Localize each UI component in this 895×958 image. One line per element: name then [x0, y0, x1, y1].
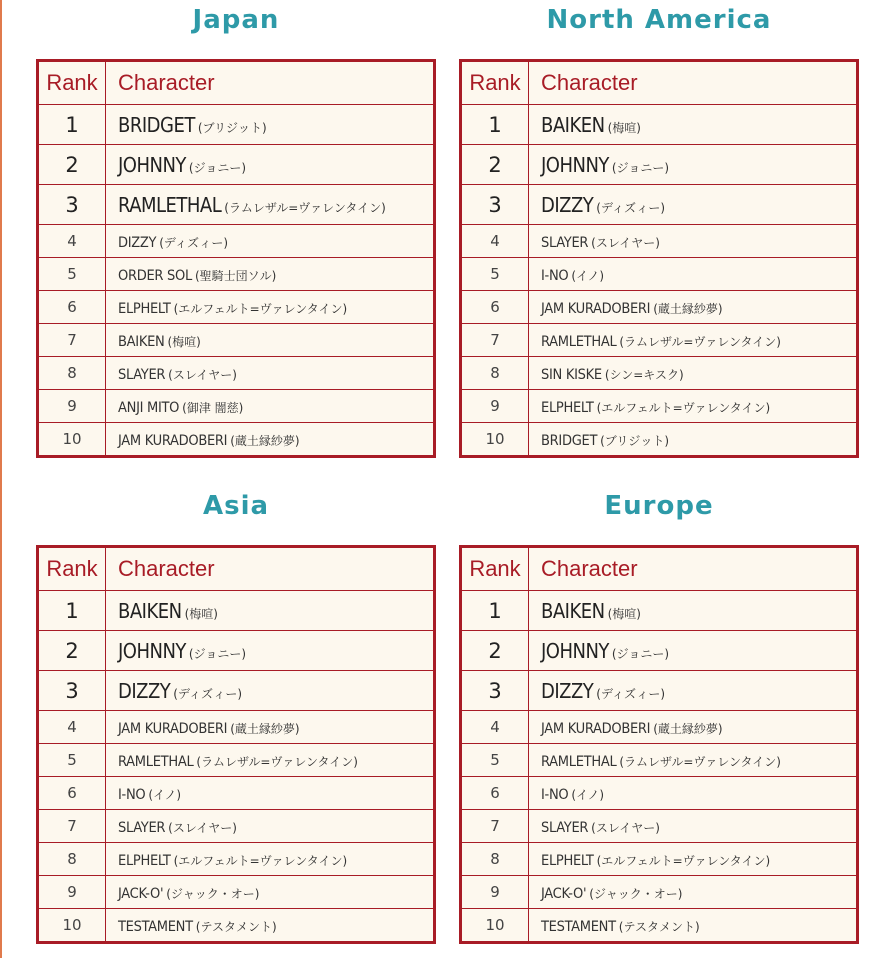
character-japanese-name: (梅喧): [607, 120, 641, 135]
rank-cell: 9: [461, 390, 529, 423]
character-japanese-name: (梅喧): [184, 606, 218, 621]
ranking-table-europe: [459, 545, 859, 944]
table-row: [461, 843, 858, 876]
table-row: [461, 291, 858, 324]
character-cell: [106, 777, 435, 810]
character-japanese-name: (聖騎士団ソル): [194, 268, 277, 283]
character-name: SLAYER: [541, 234, 589, 251]
character-cell: [106, 810, 435, 843]
character-cell: [106, 357, 435, 390]
character-japanese-name: (スレイヤー): [591, 820, 660, 835]
rank-cell: 1: [38, 591, 106, 631]
table-row: [461, 744, 858, 777]
table-row: [38, 258, 435, 291]
ranking-table-japan: [36, 59, 436, 458]
character-name: ELPHELT: [541, 399, 594, 416]
character-name: SIN KISKE: [541, 366, 602, 383]
table-row: [461, 591, 858, 631]
character-japanese-name: (エルフェルト=ヴァレンタイン): [596, 853, 771, 868]
character-cell: [106, 744, 435, 777]
rank-cell: 8: [461, 843, 529, 876]
character-japanese-name: (ジョニー): [188, 160, 247, 175]
character-cell: [106, 711, 435, 744]
character-cell: [529, 185, 858, 225]
table-row: [461, 711, 858, 744]
character-name: TESTAMENT: [118, 918, 193, 935]
character-japanese-name: (ディズィー): [159, 235, 228, 250]
character-name: JOHNNY: [541, 152, 609, 177]
character-japanese-name: (エルフェルト=ヴァレンタイン): [173, 853, 348, 868]
rank-cell: 2: [38, 145, 106, 185]
character-name: I-NO: [541, 267, 569, 284]
character-name: BAIKEN: [541, 112, 605, 137]
rank-cell: 4: [38, 225, 106, 258]
rank-cell: 6: [461, 291, 529, 324]
table-row: [461, 423, 858, 457]
character-japanese-name: (梅喧): [607, 606, 641, 621]
table-row: [38, 185, 435, 225]
character-name: SLAYER: [118, 819, 166, 836]
table-row: [38, 671, 435, 711]
character-cell: [106, 631, 435, 671]
character-name: JOHNNY: [541, 638, 609, 663]
character-japanese-name: (スレイヤー): [168, 820, 237, 835]
character-cell: [106, 258, 435, 291]
character-japanese-name: (シン=キスク): [604, 367, 684, 382]
character-name: DIZZY: [118, 678, 171, 703]
character-japanese-name: (ジョニー): [188, 646, 247, 661]
character-japanese-name: (蔵土縁紗夢): [230, 433, 300, 448]
table-header-row: [38, 61, 435, 105]
character-cell: [106, 591, 435, 631]
character-name: ELPHELT: [118, 852, 171, 869]
character-cell: [529, 357, 858, 390]
ranking-table-asia: [36, 545, 436, 944]
rank-cell: 6: [38, 777, 106, 810]
character-japanese-name: (ディズィー): [596, 686, 666, 701]
table-row: [461, 631, 858, 671]
character-cell: [106, 876, 435, 909]
rank-cell: 8: [38, 843, 106, 876]
character-japanese-name: (エルフェルト=ヴァレンタイン): [596, 400, 771, 415]
rank-cell: 1: [461, 591, 529, 631]
character-cell: [529, 744, 858, 777]
rank-column-header: Rank: [461, 61, 529, 105]
rank-cell: 8: [461, 357, 529, 390]
character-japanese-name: (ブリジット): [600, 433, 670, 448]
character-cell: [529, 291, 858, 324]
character-name: DIZZY: [541, 192, 594, 217]
character-name: JAM KURADOBERI: [118, 720, 228, 737]
character-name: ORDER SOL: [118, 267, 192, 284]
character-name: JACK-O': [118, 885, 164, 902]
rank-cell: 5: [461, 258, 529, 291]
character-japanese-name: (ディズィー): [596, 200, 666, 215]
character-japanese-name: (ジャック・オー): [589, 886, 683, 901]
rank-cell: 1: [38, 105, 106, 145]
table-row: [38, 631, 435, 671]
character-cell: [529, 843, 858, 876]
left-accent-stripe: [0, 0, 2, 958]
rank-cell: 2: [38, 631, 106, 671]
table-row: [38, 145, 435, 185]
character-name: I-NO: [541, 786, 569, 803]
character-name: JACK-O': [541, 885, 587, 902]
rank-cell: 4: [461, 711, 529, 744]
table-row: [38, 909, 435, 943]
table-row: [38, 357, 435, 390]
character-japanese-name: (スレイヤー): [168, 367, 237, 382]
rank-cell: 4: [461, 225, 529, 258]
character-japanese-name: (蔵土縁紗夢): [653, 301, 723, 316]
character-cell: [529, 324, 858, 357]
character-name: ELPHELT: [118, 300, 171, 317]
table-row: [461, 909, 858, 943]
character-name: BAIKEN: [118, 598, 182, 623]
rank-cell: 3: [461, 185, 529, 225]
character-japanese-name: (ラムレザル=ヴァレンタイン): [619, 754, 781, 769]
character-name: RAMLETHAL: [541, 753, 617, 770]
character-japanese-name: (ジョニー): [611, 646, 670, 661]
character-japanese-name: (イノ): [571, 787, 605, 802]
character-cell: [529, 631, 858, 671]
character-cell: [529, 711, 858, 744]
rank-cell: 7: [461, 324, 529, 357]
character-column-header: Character: [106, 547, 435, 591]
rank-cell: 7: [38, 324, 106, 357]
character-cell: [529, 810, 858, 843]
rank-cell: 5: [38, 258, 106, 291]
character-japanese-name: (蔵土縁紗夢): [653, 721, 723, 736]
character-japanese-name: (ラムレザル=ヴァレンタイン): [619, 334, 781, 349]
character-japanese-name: (エルフェルト=ヴァレンタイン): [173, 301, 348, 316]
table-header-row: [38, 547, 435, 591]
table-row: [38, 843, 435, 876]
character-name: BRIDGET: [118, 112, 195, 137]
character-cell: [106, 145, 435, 185]
character-japanese-name: (イノ): [148, 787, 182, 802]
character-japanese-name: (ジャック・オー): [166, 886, 260, 901]
region-title: Japan: [192, 5, 280, 35]
character-cell: [529, 423, 858, 457]
character-cell: [106, 390, 435, 423]
character-japanese-name: (テスタメント): [618, 919, 700, 934]
character-name: BRIDGET: [541, 432, 598, 449]
table-row: [38, 777, 435, 810]
character-name: RAMLETHAL: [118, 192, 222, 217]
table-header-row: [461, 61, 858, 105]
character-japanese-name: (ジョニー): [611, 160, 670, 175]
rank-column-header: Rank: [38, 61, 106, 105]
character-name: BAIKEN: [118, 333, 165, 350]
rank-column-header: Rank: [461, 547, 529, 591]
rank-cell: 1: [461, 105, 529, 145]
character-japanese-name: (御津 闇慈): [182, 400, 244, 415]
rank-cell: 10: [461, 423, 529, 457]
character-cell: [106, 843, 435, 876]
character-japanese-name: (ラムレザル=ヴァレンタイン): [196, 754, 358, 769]
rank-cell: 9: [38, 390, 106, 423]
character-column-header: Character: [529, 61, 858, 105]
rank-cell: 6: [461, 777, 529, 810]
character-name: BAIKEN: [541, 598, 605, 623]
character-japanese-name: (イノ): [571, 268, 605, 283]
rank-cell: 10: [38, 423, 106, 457]
character-cell: [529, 909, 858, 943]
character-japanese-name: (梅喧): [167, 334, 201, 349]
character-name: ANJI MITO: [118, 399, 180, 416]
character-cell: [106, 291, 435, 324]
table-row: [461, 671, 858, 711]
character-name: JAM KURADOBERI: [118, 432, 228, 449]
character-cell: [106, 909, 435, 943]
table-row: [461, 777, 858, 810]
table-row: [38, 324, 435, 357]
character-name: SLAYER: [118, 366, 166, 383]
character-name: TESTAMENT: [541, 918, 616, 935]
table-row: [461, 225, 858, 258]
table-row: [38, 291, 435, 324]
table-row: [38, 105, 435, 145]
character-cell: [106, 225, 435, 258]
character-name: DIZZY: [541, 678, 594, 703]
character-cell: [529, 876, 858, 909]
table-row: [38, 810, 435, 843]
rank-cell: 7: [461, 810, 529, 843]
character-japanese-name: (ディズィー): [173, 686, 243, 701]
character-cell: [529, 145, 858, 185]
character-cell: [106, 671, 435, 711]
character-cell: [106, 324, 435, 357]
table-row: [461, 390, 858, 423]
character-cell: [529, 591, 858, 631]
rank-cell: 5: [461, 744, 529, 777]
character-name: DIZZY: [118, 234, 157, 251]
table-row: [38, 390, 435, 423]
character-name: SLAYER: [541, 819, 589, 836]
character-japanese-name: (蔵土縁紗夢): [230, 721, 300, 736]
rank-cell: 9: [461, 876, 529, 909]
character-cell: [529, 671, 858, 711]
rank-cell: 6: [38, 291, 106, 324]
table-row: [38, 711, 435, 744]
rank-cell: 3: [38, 185, 106, 225]
character-japanese-name: (スレイヤー): [591, 235, 660, 250]
table-row: [461, 258, 858, 291]
character-name: JAM KURADOBERI: [541, 720, 651, 737]
table-row: [461, 185, 858, 225]
region-title: North America: [546, 5, 772, 35]
character-cell: [529, 777, 858, 810]
character-cell: [529, 225, 858, 258]
table-row: [38, 225, 435, 258]
character-cell: [106, 185, 435, 225]
character-cell: [529, 390, 858, 423]
character-cell: [529, 258, 858, 291]
rank-cell: 10: [461, 909, 529, 943]
character-name: JOHNNY: [118, 638, 186, 663]
character-cell: [529, 105, 858, 145]
rank-cell: 3: [38, 671, 106, 711]
table-row: [38, 423, 435, 457]
rank-column-header: Rank: [38, 547, 106, 591]
table-row: [461, 810, 858, 843]
character-name: JAM KURADOBERI: [541, 300, 651, 317]
character-name: I-NO: [118, 786, 146, 803]
character-cell: [106, 105, 435, 145]
character-column-header: Character: [529, 547, 858, 591]
character-name: JOHNNY: [118, 152, 186, 177]
table-row: [38, 876, 435, 909]
region-title: Asia: [202, 491, 270, 521]
table-row: [461, 876, 858, 909]
character-cell: [106, 423, 435, 457]
table-row: [461, 324, 858, 357]
rank-cell: 8: [38, 357, 106, 390]
table-row: [461, 357, 858, 390]
character-column-header: Character: [106, 61, 435, 105]
character-japanese-name: (ラムレザル=ヴァレンタイン): [224, 200, 386, 215]
character-name: RAMLETHAL: [541, 333, 617, 350]
table-row: [38, 591, 435, 631]
ranking-table-north-america: [459, 59, 859, 458]
region-title: Europe: [604, 491, 714, 521]
rank-cell: 2: [461, 145, 529, 185]
rank-cell: 2: [461, 631, 529, 671]
rank-cell: 7: [38, 810, 106, 843]
rank-cell: 10: [38, 909, 106, 943]
character-japanese-name: (テスタメント): [195, 919, 277, 934]
rank-cell: 9: [38, 876, 106, 909]
rank-cell: 3: [461, 671, 529, 711]
table-row: [461, 145, 858, 185]
character-name: ELPHELT: [541, 852, 594, 869]
rank-cell: 4: [38, 711, 106, 744]
table-header-row: [461, 547, 858, 591]
rank-cell: 5: [38, 744, 106, 777]
table-row: [461, 105, 858, 145]
character-japanese-name: (ブリジット): [197, 120, 267, 135]
character-name: RAMLETHAL: [118, 753, 194, 770]
table-row: [38, 744, 435, 777]
